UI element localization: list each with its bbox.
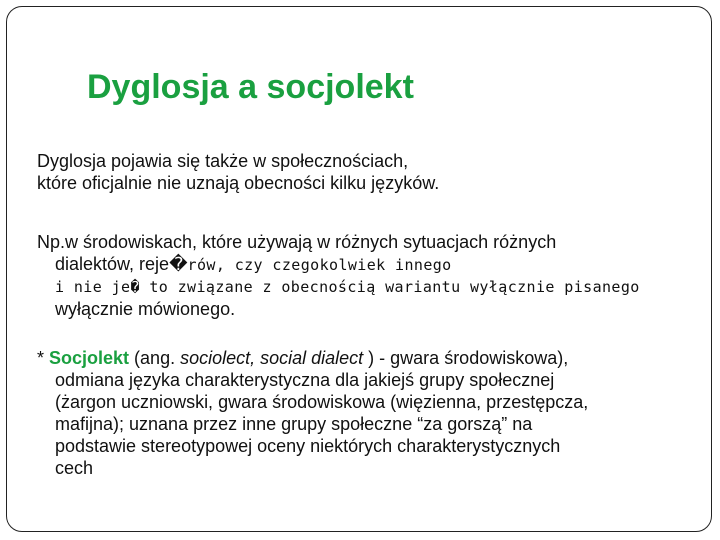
paragraph-line: mafijna); uznana przez inne grupy społeczne “za gorszą” na	[55, 414, 533, 434]
paragraph-sociolect	[37, 347, 588, 479]
english-term: sociolect, social dialect	[180, 348, 364, 368]
text-run: to związane z obecnością wariantu wyłącznie pisanego	[139, 278, 640, 296]
text-run: dialektów, reje	[55, 254, 170, 274]
text-run: (ang.	[129, 348, 181, 368]
paragraph-line: podstawie stereotypowej oceny niektórych charakterystycznych	[55, 436, 561, 456]
paragraph-line	[37, 253, 640, 276]
slide-frame	[6, 6, 712, 532]
paragraph-line: (żargon uczniowski, gwara środowiskowa (więzienna, przestępcza,	[55, 392, 589, 412]
paragraph-line: odmiana języka charakterystyczna dla jakiejś grupy społecznej	[55, 370, 555, 390]
slide-title: Dyglosja a socjolekt	[87, 68, 414, 106]
paragraph-line	[37, 347, 588, 369]
text-run-mono: rów, czy czegokolwiek innego	[187, 256, 452, 274]
paragraph-line: Np.w środowiskach, które używają w różnych sytuacjach różnych	[37, 232, 557, 252]
text-run: ) - gwara środowiskowa),	[363, 348, 569, 368]
missing-glyph: �	[130, 278, 140, 296]
paragraph-line: wyłącznie mówionego.	[55, 299, 236, 319]
paragraph-diglossia	[37, 150, 439, 194]
paragraph-example	[37, 231, 640, 320]
bullet-star: *	[37, 348, 50, 368]
paragraph-line: Dyglosja pojawia się także w społecznościach,	[37, 151, 409, 171]
term-sociolect: Socjolekt	[49, 348, 130, 368]
paragraph-line	[37, 276, 640, 298]
paragraph-line: cech	[55, 458, 94, 478]
text-run: i nie je	[55, 278, 131, 296]
paragraph-line: które oficjalnie nie uznają obecności kilku języków.	[37, 173, 440, 193]
missing-glyph: �	[169, 254, 188, 274]
